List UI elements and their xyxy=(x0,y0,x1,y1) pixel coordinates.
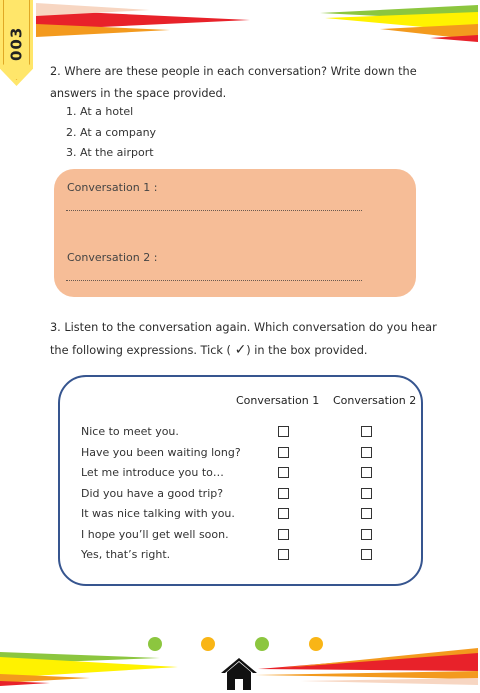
checkbox-conversation-1[interactable] xyxy=(278,426,289,437)
checkbox-conversation-1[interactable] xyxy=(278,447,289,458)
expression-row xyxy=(81,504,411,525)
conversation-1-answer-line[interactable] xyxy=(66,210,362,211)
checkbox-conversation-2[interactable] xyxy=(361,488,372,499)
option-item: 1. At a hotel xyxy=(66,105,134,118)
page-number: 003 xyxy=(7,26,26,62)
top-decoration xyxy=(0,0,480,60)
option-item: 2. At a company xyxy=(66,125,157,139)
checkbox-conversation-2[interactable] xyxy=(361,426,372,437)
checkbox-conversation-2[interactable] xyxy=(361,508,372,519)
conversation-1-label: Conversation 1 : xyxy=(67,181,158,194)
answer-box xyxy=(54,169,416,297)
checkbox-conversation-1[interactable] xyxy=(278,467,289,478)
expression-text: Have you been waiting long? xyxy=(81,445,241,459)
expression-text: I hope you’ll get well soon. xyxy=(81,527,229,541)
conversation-2-label: Conversation 2 : xyxy=(67,251,158,264)
checkbox-conversation-2[interactable] xyxy=(361,549,372,560)
checkbox-conversation-1[interactable] xyxy=(278,529,289,540)
checkbox-conversation-2[interactable] xyxy=(361,467,372,478)
conversation-2-answer-line[interactable] xyxy=(66,280,362,281)
tick-table xyxy=(58,375,423,586)
expression-text: Nice to meet you. xyxy=(81,425,179,438)
question-3-prompt xyxy=(50,317,450,362)
column-header-conversation-1: Conversation 1 xyxy=(236,394,320,407)
expression-text: Yes, that’s right. xyxy=(81,548,171,561)
checkbox-conversation-1[interactable] xyxy=(278,549,289,560)
location-options xyxy=(66,102,156,164)
tick-icon: ✓ xyxy=(234,342,247,358)
expression-list xyxy=(81,422,411,566)
checkbox-conversation-2[interactable] xyxy=(361,529,372,540)
checkbox-conversation-2[interactable] xyxy=(361,447,372,458)
expression-text: It was nice talking with you. xyxy=(81,507,235,520)
expression-row xyxy=(81,463,411,484)
question-3-text-end: ) in the box provided. xyxy=(246,344,368,357)
column-header-conversation-2: Conversation 2 xyxy=(333,394,417,407)
expression-row xyxy=(81,443,411,464)
home-icon[interactable] xyxy=(219,656,259,692)
expression-text: Let me introduce you to… xyxy=(81,466,224,479)
expression-row xyxy=(81,484,411,505)
option-item: 3. At the airport xyxy=(66,146,154,159)
question-2-prompt: 2. Where are these people in each conversation? Write down the answers in the space provided. xyxy=(50,65,417,100)
expression-text: Did you have a good trip? xyxy=(81,486,224,500)
checkbox-conversation-1[interactable] xyxy=(278,488,289,499)
expression-row xyxy=(81,545,411,566)
question-3-text: 3. Listen to the conversation again. Which conversation do you hear the following expressions. Tick ( xyxy=(50,321,437,357)
checkbox-conversation-1[interactable] xyxy=(278,508,289,519)
expression-row xyxy=(81,525,411,546)
expression-row xyxy=(81,422,411,443)
